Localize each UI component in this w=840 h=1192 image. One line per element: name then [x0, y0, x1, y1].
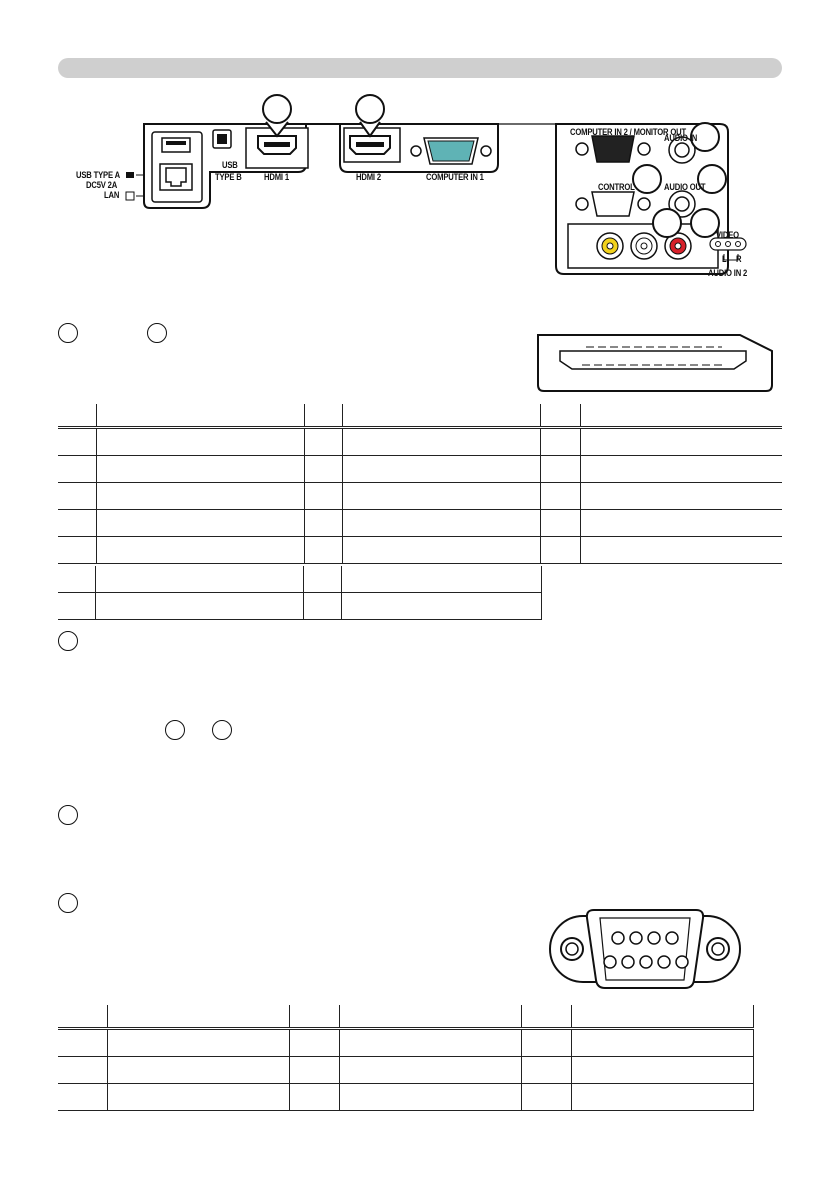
- label-usb-type-a: USB TYPE A: [76, 170, 120, 180]
- inline-marker-a: [165, 720, 185, 740]
- table-row: [58, 510, 782, 537]
- table-cell: [290, 1029, 340, 1057]
- table-row: [58, 1057, 754, 1084]
- table-cell: [58, 1057, 108, 1084]
- table-cell: [96, 404, 304, 428]
- inline-marker-b: [212, 720, 232, 740]
- table-cell: [290, 1084, 340, 1111]
- label-computer-in1: COMPUTER IN 1: [426, 172, 484, 182]
- table-cell: [304, 537, 342, 564]
- section-hdmi-marker-a: [58, 323, 78, 343]
- hdmi-connector-diagram: [530, 321, 782, 393]
- label-hdmi1: HDMI 1: [264, 172, 289, 182]
- table-cell: [58, 566, 96, 593]
- table-cell: [540, 510, 580, 537]
- table-cell: [580, 483, 782, 510]
- table-row: [58, 1005, 754, 1029]
- table-cell: [340, 1005, 522, 1029]
- table-cell: [304, 456, 342, 483]
- label-dc5v: DC5V 2A: [86, 180, 118, 190]
- label-audio-out: AUDIO OUT: [664, 182, 706, 192]
- callout-hdmi1: [262, 94, 292, 124]
- table-cell: [108, 1084, 290, 1111]
- table-cell: [580, 537, 782, 564]
- table-cell: [304, 510, 342, 537]
- dsub9-connector-diagram: [548, 908, 742, 990]
- table-cell: [342, 404, 540, 428]
- table-cell: [96, 483, 304, 510]
- table-cell: [340, 1057, 522, 1084]
- table-cell: [58, 1029, 108, 1057]
- label-lan: LAN: [104, 190, 120, 200]
- table-cell: [58, 537, 96, 564]
- table-cell: [340, 1084, 522, 1111]
- label-computer-in2-monitor-out: COMPUTER IN 2 / MONITOR OUT: [570, 127, 686, 137]
- table-cell: [290, 1005, 340, 1029]
- table-row: [58, 1084, 754, 1111]
- label-r: R: [736, 254, 742, 264]
- section-header-bar: [58, 58, 782, 78]
- table-cell: [342, 566, 542, 593]
- table-cell: [342, 428, 540, 456]
- table-cell: [342, 510, 540, 537]
- table-cell: [58, 1084, 108, 1111]
- table-row: [58, 483, 782, 510]
- table-row: [58, 593, 542, 620]
- section-audio-out-marker: [58, 805, 78, 825]
- label-l: L: [722, 254, 727, 264]
- table-row: [58, 537, 782, 564]
- table-cell: [290, 1057, 340, 1084]
- table-cell: [108, 1005, 290, 1029]
- table-cell: [96, 593, 304, 620]
- table-cell: [58, 428, 96, 456]
- callout-control: [632, 164, 662, 194]
- table-cell: [304, 566, 342, 593]
- callout-audio-in2-l: [652, 208, 682, 238]
- table-cell: [540, 483, 580, 510]
- table-cell: [572, 1005, 754, 1029]
- table-cell: [96, 428, 304, 456]
- label-video: VIDEO: [716, 230, 739, 240]
- table-cell: [58, 510, 96, 537]
- table-row: [58, 404, 782, 428]
- table-cell: [96, 566, 304, 593]
- control-pin-table: [58, 1005, 754, 1111]
- section-control-marker: [58, 893, 78, 913]
- label-audio-in2: AUDIO IN 2: [708, 268, 748, 278]
- table-cell: [540, 404, 580, 428]
- label-audio-in: AUDIO IN: [664, 133, 698, 143]
- table-cell: [522, 1029, 572, 1057]
- label-control: CONTROL: [598, 182, 635, 192]
- hdmi-pin-table-extra: [58, 566, 542, 620]
- table-cell: [572, 1029, 754, 1057]
- table-cell: [522, 1005, 572, 1029]
- label-usb: USB: [222, 160, 238, 170]
- table-cell: [96, 537, 304, 564]
- table-cell: [58, 483, 96, 510]
- table-cell: [580, 428, 782, 456]
- table-cell: [58, 593, 96, 620]
- table-cell: [304, 428, 342, 456]
- label-type-b: TYPE B: [215, 172, 242, 182]
- table-cell: [572, 1084, 754, 1111]
- section-audio-marker: [58, 631, 78, 651]
- table-row: [58, 566, 542, 593]
- table-cell: [540, 456, 580, 483]
- table-cell: [108, 1029, 290, 1057]
- table-row: [58, 456, 782, 483]
- table-cell: [522, 1057, 572, 1084]
- table-cell: [108, 1057, 290, 1084]
- computer-in1-port: [428, 141, 474, 161]
- table-cell: [58, 456, 96, 483]
- control-port: [592, 192, 634, 216]
- table-cell: [580, 456, 782, 483]
- table-row: [58, 1029, 754, 1057]
- table-cell: [522, 1084, 572, 1111]
- table-cell: [304, 404, 342, 428]
- table-cell: [540, 537, 580, 564]
- table-cell: [342, 483, 540, 510]
- table-cell: [58, 404, 96, 428]
- section-hdmi-marker-b: [147, 323, 167, 343]
- table-row: [58, 428, 782, 456]
- table-cell: [58, 1005, 108, 1029]
- table-cell: [580, 404, 782, 428]
- callout-hdmi2: [355, 94, 385, 124]
- table-cell: [342, 537, 540, 564]
- table-cell: [96, 510, 304, 537]
- table-cell: [96, 456, 304, 483]
- table-cell: [342, 456, 540, 483]
- table-cell: [304, 593, 342, 620]
- table-cell: [580, 510, 782, 537]
- label-hdmi2: HDMI 2: [356, 172, 381, 182]
- table-cell: [340, 1029, 522, 1057]
- hdmi-pin-table: [58, 404, 782, 564]
- table-cell: [572, 1057, 754, 1084]
- table-cell: [540, 428, 580, 456]
- table-cell: [304, 483, 342, 510]
- table-cell: [342, 593, 542, 620]
- computer-in2-port: [592, 136, 634, 162]
